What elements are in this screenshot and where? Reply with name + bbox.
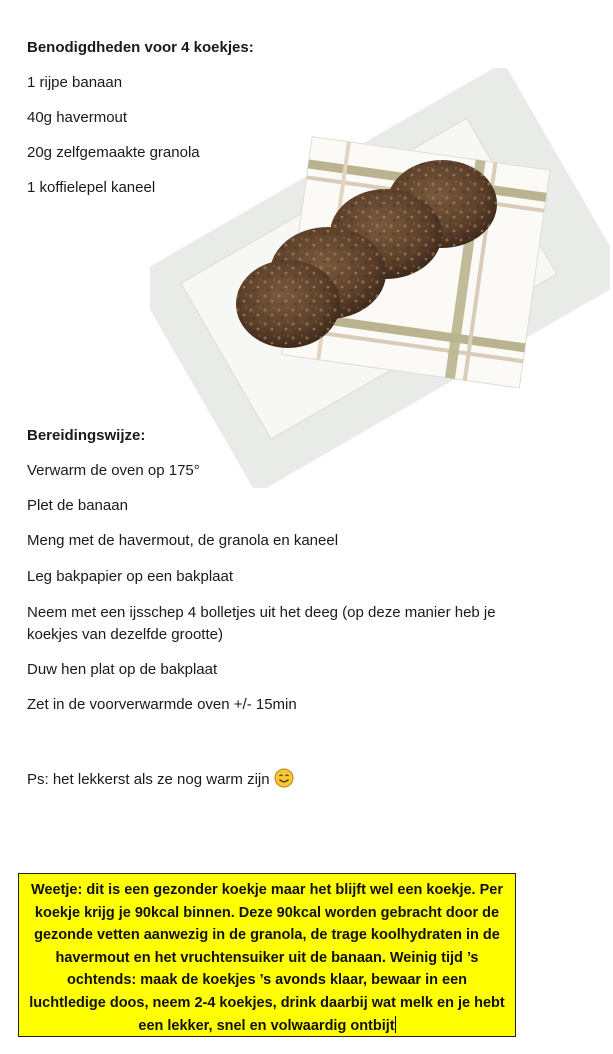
preparation-step: Neem met een ijsschep 4 bolletjes uit het deeg (op deze manier heb je koekjes van dezelfde grootte) bbox=[27, 604, 496, 643]
preparation-step: Meng met de havermout, de granola en kaneel bbox=[27, 532, 339, 549]
preparation-step: Plet de banaan bbox=[27, 497, 128, 514]
smiley-icon bbox=[274, 768, 294, 788]
preparation-step: Verwarm de oven op 175° bbox=[27, 462, 200, 479]
ingredient-item: 40g havermout bbox=[27, 109, 128, 126]
text-cursor bbox=[395, 1016, 396, 1033]
preparation-heading: Bereidingswijze: bbox=[27, 427, 146, 444]
preparation-step: Leg bakpapier op een bakplaat bbox=[27, 568, 234, 585]
preparation-step: Duw hen plat op de bakplaat bbox=[27, 661, 218, 678]
ps-text: Ps: het lekkerst als ze nog warm zijn bbox=[27, 771, 270, 788]
tip-box bbox=[18, 873, 516, 1037]
ingredients-heading: Benodigdheden voor 4 koekjes: bbox=[27, 39, 254, 56]
tip-text: Weetje: dit is een gezonder koekje maar het blijft wel een koekje. Per koekje krijg je 90kcal binnen. Deze 90kcal worden gebracht door de gezonde vetten aanwezig in de granola, de trage koolhydraten in de havermout en het vruchtensuiker uit de banaan. Weinig tijd ’s ochtends: maak de koekjes ’s avonds klaar, bewaar in een luchtledige doos, neem 2-4 koekjes, drink daarbij wat melk en je hebt een lekker, snel en volwaardig ontbijt bbox=[29, 882, 505, 1034]
ingredient-item: 1 rijpe banaan bbox=[27, 74, 123, 91]
cookies-photo bbox=[150, 68, 610, 488]
ingredient-item: 1 koffielepel kaneel bbox=[27, 179, 156, 196]
ingredient-item: 20g zelfgemaakte granola bbox=[27, 144, 200, 161]
preparation-step: Zet in de voorverwarmde oven +/- 15min bbox=[27, 696, 297, 713]
ps-line bbox=[27, 768, 294, 790]
